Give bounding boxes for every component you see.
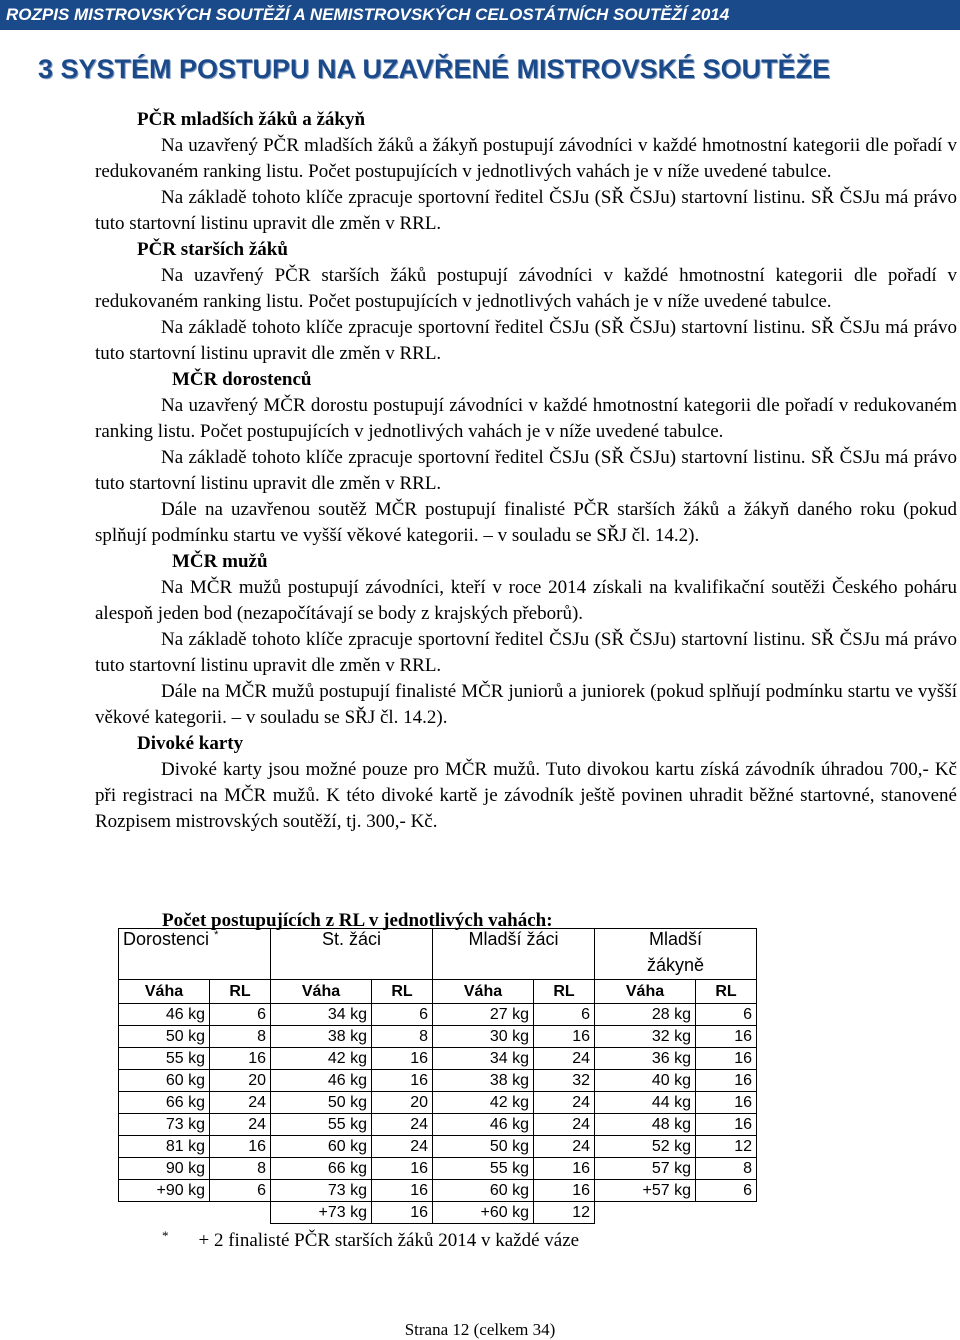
- column-header: Váha: [271, 980, 372, 1004]
- table-cell: 12: [534, 1202, 595, 1224]
- paragraph: Na základě tohoto klíče zpracuje sportovní ředitel ČSJu (SŘ ČSJu) startovní listinu. SŘ ČSJu má právo tuto startovní listinu upravit dle změn v RRL.: [95, 447, 957, 494]
- table-cell: 16: [372, 1202, 433, 1224]
- table-cell-empty: [119, 1202, 210, 1224]
- paragraph: Na základě tohoto klíče zpracuje sportovní ředitel ČSJu (SŘ ČSJu) startovní listinu. SŘ ČSJu má právo tuto startovní listinu upravit dle změn v RRL.: [95, 317, 957, 364]
- table-cell: 73 kg: [119, 1114, 210, 1136]
- paragraph: Na MČR mužů postupují závodníci, kteří v roce 2014 získali na kvalifikační soutěži Českého poháru alespoň jeden bod (nezapočítávají se body z krajských přeborů).: [95, 577, 957, 624]
- table-row: [119, 1026, 757, 1048]
- table-cell: 60 kg: [271, 1136, 372, 1158]
- table-cell: 6: [696, 1180, 757, 1202]
- table-row: [119, 1048, 757, 1070]
- table-cell: 46 kg: [271, 1070, 372, 1092]
- table-cell: 66 kg: [271, 1158, 372, 1180]
- table-cell: 20: [372, 1092, 433, 1114]
- table-row: [119, 1070, 757, 1092]
- table-cell: 16: [372, 1158, 433, 1180]
- table-row: [119, 1180, 757, 1202]
- table-cell: 16: [372, 1048, 433, 1070]
- table-cell: 16: [696, 1092, 757, 1114]
- table-cell: 34 kg: [271, 1004, 372, 1026]
- table-cell-empty: [210, 1202, 271, 1224]
- table-cell: 6: [696, 1004, 757, 1026]
- table-cell: 46 kg: [433, 1114, 534, 1136]
- table-cell: 30 kg: [433, 1026, 534, 1048]
- table-cell: 36 kg: [595, 1048, 696, 1070]
- table-row: [119, 1136, 757, 1158]
- table-cell: 6: [210, 1180, 271, 1202]
- group-header-mladsi-zakyne: Mladší: [595, 929, 757, 956]
- table-cell: 90 kg: [119, 1158, 210, 1180]
- table-cell: 60 kg: [119, 1070, 210, 1092]
- column-header: RL: [372, 980, 433, 1004]
- paragraph: Na základě tohoto klíče zpracuje sportovní ředitel ČSJu (SŘ ČSJu) startovní listinu. SŘ ČSJu má právo tuto startovní listinu upravit dle změn v RRL.: [95, 187, 957, 234]
- section-heading-dorost: MČR dorostenců: [172, 369, 312, 390]
- table-cell: 16: [696, 1048, 757, 1070]
- table-cell: +60 kg: [433, 1202, 534, 1224]
- paragraph: Na uzavřený MČR dorostu postupují závodníci v každé hmotnostní kategorii dle pořadí v redukovaném ranking listu. Počet postupujících v jednotlivých vahách je v níže uvedené tabulce.: [95, 395, 957, 442]
- table-cell: 16: [696, 1114, 757, 1136]
- column-header: RL: [534, 980, 595, 1004]
- table-cell: 66 kg: [119, 1092, 210, 1114]
- table-cell: 60 kg: [433, 1180, 534, 1202]
- table-row: [119, 1158, 757, 1180]
- table-caption: Počet postupujících z RL v jednotlivých vahách:: [162, 910, 553, 931]
- table-cell: 52 kg: [595, 1136, 696, 1158]
- table-cell: 8: [696, 1158, 757, 1180]
- page-number: Strana 12 (celkem 34): [404, 1320, 556, 1339]
- column-header: Váha: [595, 980, 696, 1004]
- table-cell: 28 kg: [595, 1004, 696, 1026]
- paragraph: Na uzavřený PČR mladších žáků a žákyň postupují závodníci v každé hmotnostní kategorii dle pořadí v redukovaném ranking listu. Počet postupujících v jednotlivých vahách je v níže uvedené tabulce.: [95, 135, 957, 182]
- table-cell: 24: [534, 1048, 595, 1070]
- paragraph: Dále na MČR mužů postupují finalisté MČR juniorů a juniorek (pokud splňují podmínku startu ve vyšší věkové kategorii. – v souladu se SŘJ čl. 14.2).: [95, 681, 957, 728]
- table-cell: 8: [372, 1026, 433, 1048]
- table-cell: 38 kg: [271, 1026, 372, 1048]
- table-cell: 8: [210, 1158, 271, 1180]
- table-cell-empty: [595, 1202, 696, 1224]
- paragraph: Divoké karty jsou možné pouze pro MČR mužů. Tuto divokou kartu získá závodník úhradou 700,- Kč při registraci na MČR mužů. K této divoké kartě je závodník ještě povinen uhradit běžné startovné, stanovené Rozpisem mistrovských soutěží, tj. 300,- Kč.: [95, 759, 957, 832]
- table-cell: 50 kg: [119, 1026, 210, 1048]
- body-text: [95, 107, 957, 835]
- column-header: Váha: [433, 980, 534, 1004]
- table-cell: 6: [210, 1004, 271, 1026]
- section-heading-divoke: Divoké karty: [137, 733, 244, 754]
- paragraph: Na uzavřený PČR starších žáků postupují závodníci v každé hmotnostní kategorii dle pořadí v redukovaném ranking listu. Počet postupujících v jednotlivých vahách je v níže uvedené tabulce.: [95, 265, 957, 312]
- table-cell: 34 kg: [433, 1048, 534, 1070]
- table-cell: 24: [372, 1136, 433, 1158]
- table-cell: 6: [534, 1004, 595, 1026]
- rl-table: [118, 928, 757, 1224]
- table-column-header-row: [119, 980, 757, 1004]
- column-header: Váha: [119, 980, 210, 1004]
- table-cell: 50 kg: [271, 1092, 372, 1114]
- table-row: [119, 1092, 757, 1114]
- table-cell: 24: [372, 1114, 433, 1136]
- table-row: [119, 1202, 757, 1224]
- table-cell: 81 kg: [119, 1136, 210, 1158]
- footnote-asterisk: *: [162, 1228, 169, 1243]
- table-cell: 16: [696, 1070, 757, 1092]
- table-cell: 27 kg: [433, 1004, 534, 1026]
- table-cell: 55 kg: [433, 1158, 534, 1180]
- group-header-mladsi-zakyne-line2: žákyně: [595, 955, 757, 980]
- table-cell: +90 kg: [119, 1180, 210, 1202]
- table-cell: 24: [534, 1092, 595, 1114]
- table-cell: 44 kg: [595, 1092, 696, 1114]
- table-cell: 38 kg: [433, 1070, 534, 1092]
- table-cell: 48 kg: [595, 1114, 696, 1136]
- column-header: RL: [696, 980, 757, 1004]
- table-cell: 16: [210, 1048, 271, 1070]
- group-header-st-zaci: St. žáci: [271, 929, 433, 956]
- table-cell: 73 kg: [271, 1180, 372, 1202]
- table-cell: 6: [372, 1004, 433, 1026]
- table-cell: 32: [534, 1070, 595, 1092]
- table-cell: 46 kg: [119, 1004, 210, 1026]
- section-heading-starsi: PČR starších žáků: [137, 239, 288, 260]
- table-cell: 24: [210, 1092, 271, 1114]
- table-cell: 12: [696, 1136, 757, 1158]
- column-header: RL: [210, 980, 271, 1004]
- table-cell: 16: [696, 1026, 757, 1048]
- table-cell: 16: [534, 1026, 595, 1048]
- table-cell: +57 kg: [595, 1180, 696, 1202]
- paragraph: Na základě tohoto klíče zpracuje sportovní ředitel ČSJu (SŘ ČSJu) startovní listinu. SŘ ČSJu má právo tuto startovní listinu upravit dle změn v RRL.: [95, 629, 957, 676]
- table-cell: 16: [372, 1180, 433, 1202]
- section-heading-muzi: MČR mužů: [172, 551, 268, 572]
- table-cell: 40 kg: [595, 1070, 696, 1092]
- table-row: [119, 1114, 757, 1136]
- document-header-title: ROZPIS MISTROVSKÝCH SOUTĚŽÍ A NEMISTROVSKÝCH CELOSTÁTNÍCH SOUTĚŽÍ 2014: [6, 5, 730, 24]
- table-cell: +73 kg: [271, 1202, 372, 1224]
- footnote-text: + 2 finalisté PČR starších žáků 2014 v každé váze: [198, 1230, 580, 1251]
- table-cell: 8: [210, 1026, 271, 1048]
- table-cell: 42 kg: [433, 1092, 534, 1114]
- table-cell: 55 kg: [119, 1048, 210, 1070]
- table-cell-empty: [696, 1202, 757, 1224]
- table-cell: 42 kg: [271, 1048, 372, 1070]
- asterisk-marker: *: [214, 929, 219, 941]
- table-group-row-2: [119, 955, 757, 980]
- table-cell: 50 kg: [433, 1136, 534, 1158]
- section-heading-mladsi: PČR mladších žáků a žákyň: [137, 109, 366, 130]
- table-row: [119, 1004, 757, 1026]
- document-header-bar: [0, 0, 960, 30]
- table-cell: 20: [210, 1070, 271, 1092]
- table-group-row: [119, 929, 757, 956]
- table-cell: 16: [534, 1180, 595, 1202]
- table-cell: 24: [534, 1136, 595, 1158]
- table-cell: 32 kg: [595, 1026, 696, 1048]
- table-cell: 24: [534, 1114, 595, 1136]
- chapter-title: 3 SYSTÉM POSTUPU NA UZAVŘENÉ MISTROVSKÉ SOUTĚŽE: [38, 54, 831, 84]
- table-cell: 55 kg: [271, 1114, 372, 1136]
- table-cell: 16: [372, 1070, 433, 1092]
- table-footnote: [162, 1230, 579, 1252]
- paragraph: Dále na uzavřenou soutěž MČR postupují finalisté PČR starších žáků a žákyň daného roku (pokud splňují podmínku startu ve vyšší věkové kategorii. – v souladu se SŘJ čl. 14.2).: [95, 499, 957, 546]
- group-header-mladsi-zaci: Mladší žáci: [433, 929, 595, 956]
- table-cell: 16: [534, 1158, 595, 1180]
- table-cell: 57 kg: [595, 1158, 696, 1180]
- table-cell: 16: [210, 1136, 271, 1158]
- group-header-dorostenci: Dorostenci *: [119, 929, 271, 956]
- table-cell: 24: [210, 1114, 271, 1136]
